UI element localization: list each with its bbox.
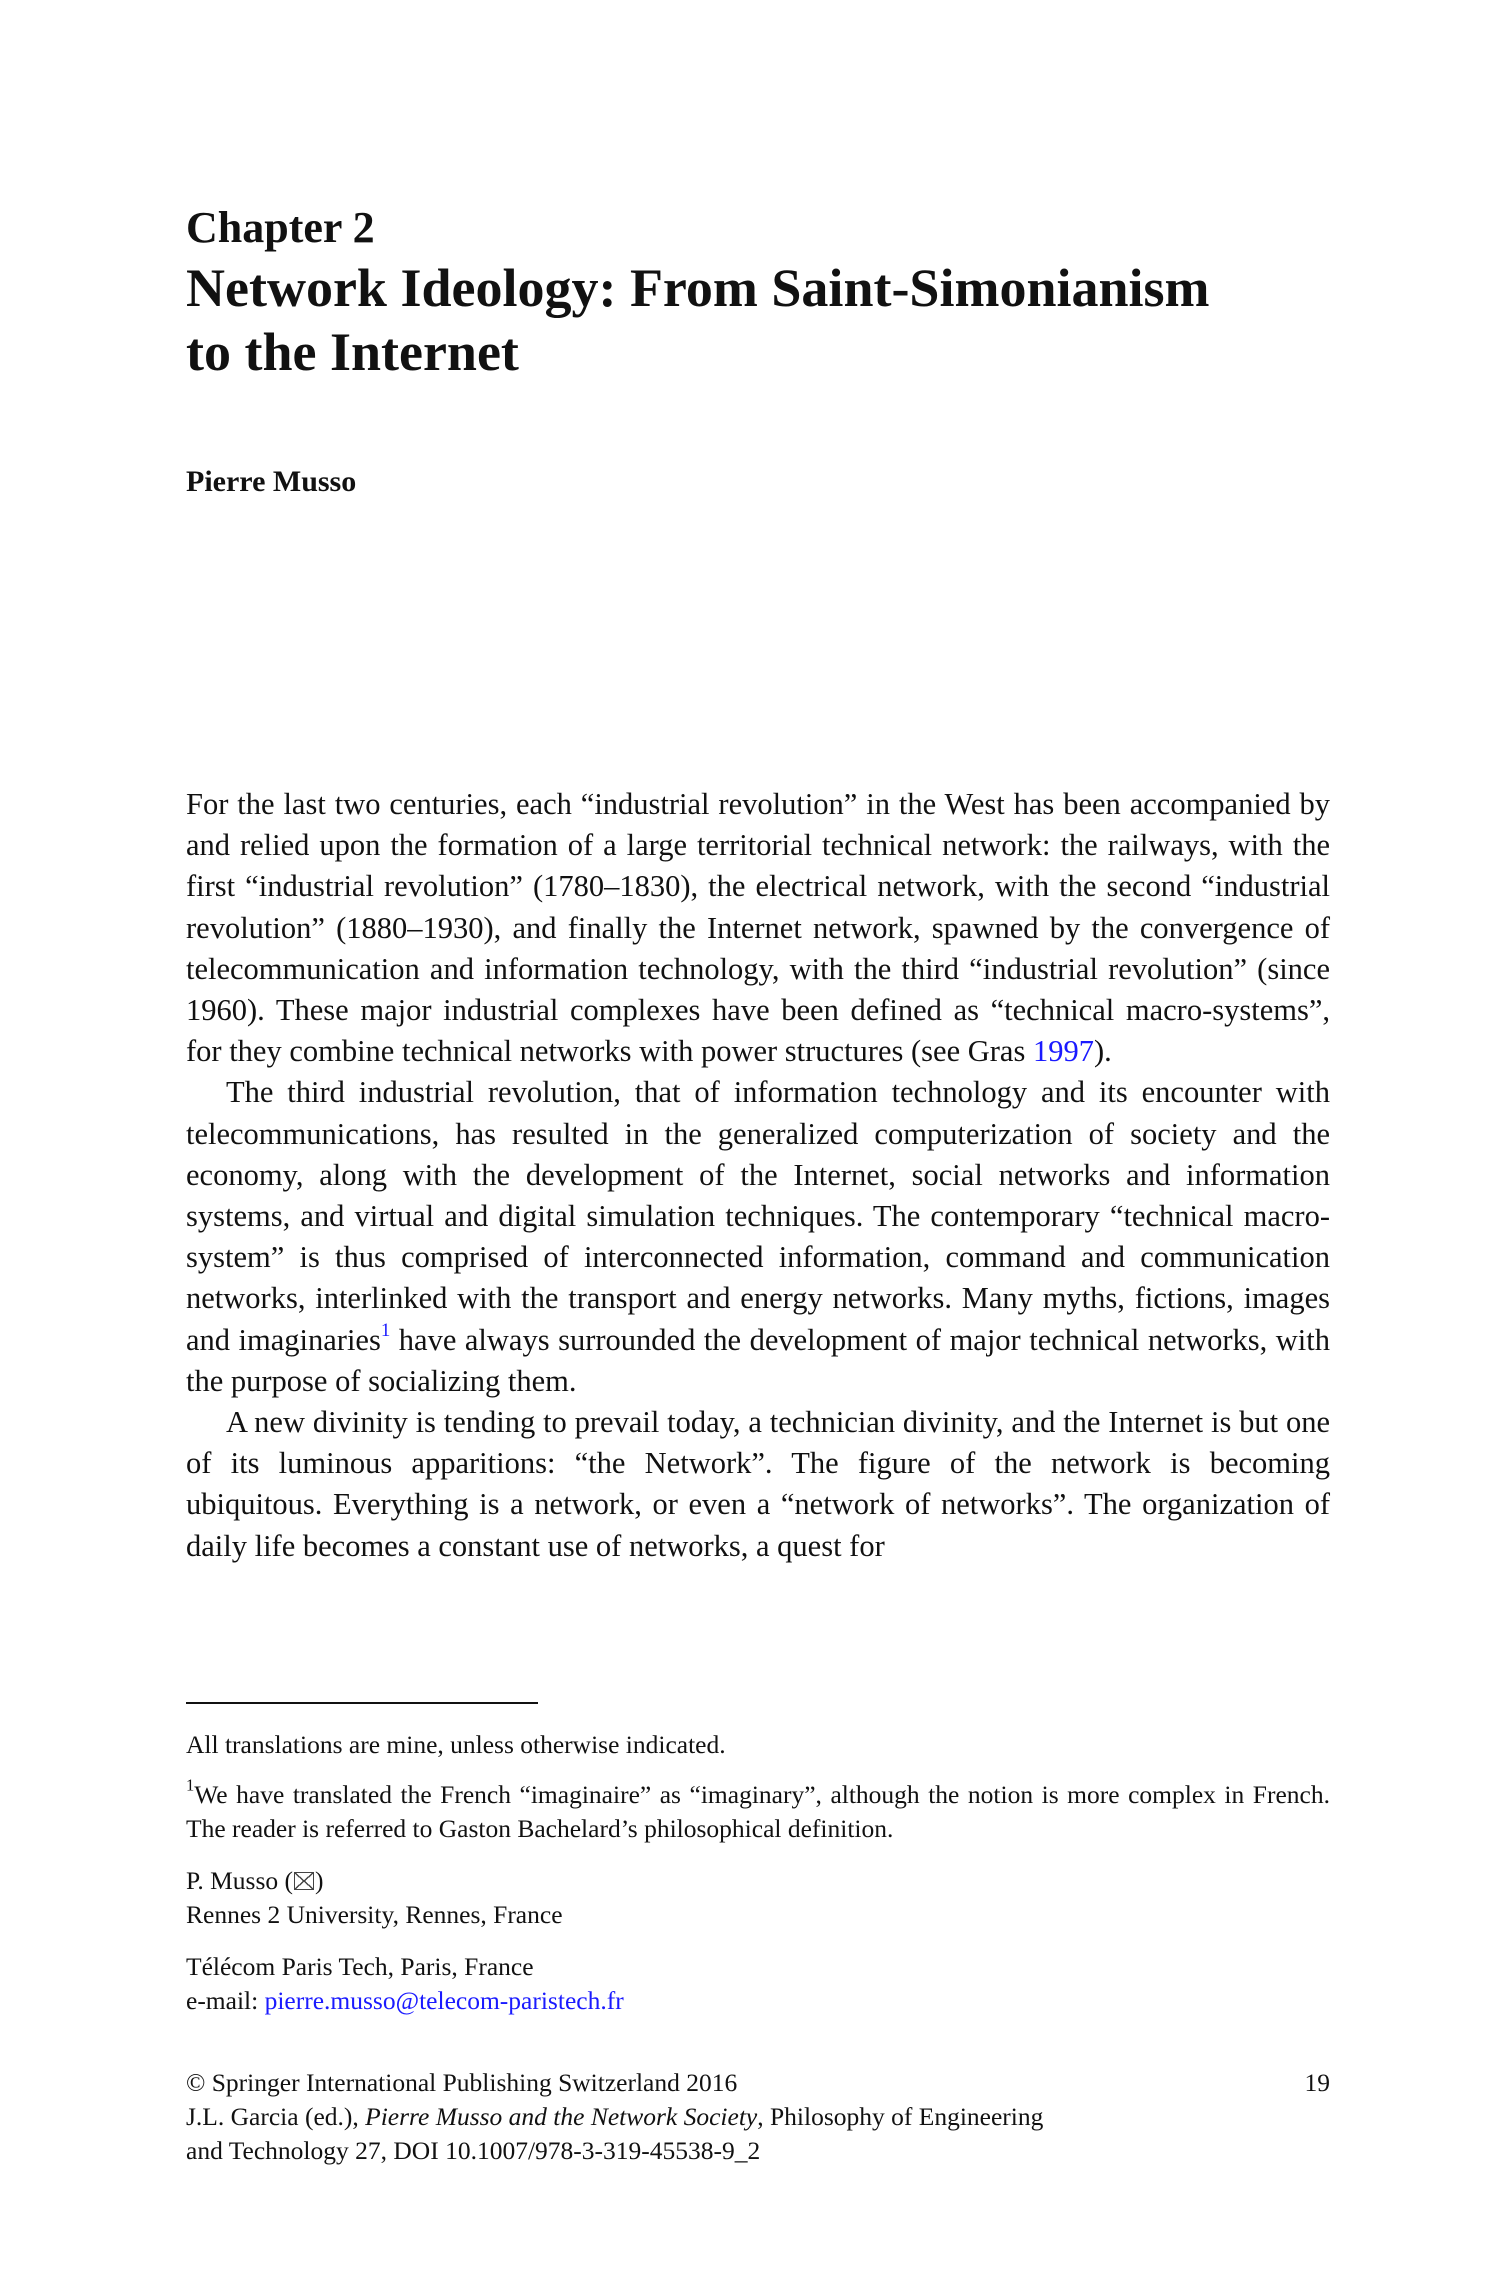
- footnote-ref-1[interactable]: 1: [380, 1319, 391, 1341]
- paragraph-1-tail: ).: [1093, 1034, 1112, 1069]
- publication-info: [186, 2066, 1330, 2168]
- email-label: e-mail:: [186, 1986, 265, 2015]
- paragraph-2-text: The third industrial revolution, that of information technology and its encounter with telecommunications, has resulted in the generalized computerization of society and the economy, along with the development of the Internet, social networks and information systems, and virtual and digital simulation techniques. The contemporary “technical macro-system” is thus comprised of interconnected information, command and communication networks, interlinked with the transport and energy networks. Many myths, fictions, images and imaginaries: [186, 1075, 1330, 1357]
- author-affiliation-2: [186, 1950, 624, 2018]
- paragraph-3: A new divinity is tending to prevail today, a technician divinity, and the Internet is but one of its luminous apparitions: “the Network”. The figure of the network is becoming ubiquitous. Everything is a network, or even a “network of networks”. The organization of daily life becomes a constant use of networks, a quest for: [186, 1405, 1330, 1563]
- paragraph-2: [186, 1072, 1330, 1402]
- paragraph-1-text: For the last two centuries, each “industrial revolution” in the West has been accompanied by and relied upon the formation of a large territorial technical network: the railways, with the first “industrial revolution” (1780–1830), the electrical network, with the second “industrial revolution” (1880–1930), and finally the Internet network, spawned by the convergence of telecommunication and information technology, with the third “industrial revolution” (since 1960). These major industrial complexes have been defined as “technical macro-systems”, for they combine technical networks with power structures (see Gras: [186, 787, 1330, 1069]
- email-link[interactable]: pierre.musso@telecom-paristech.fr: [264, 1986, 624, 2015]
- paragraph-2-tail: have always surrounded the development of major technical networks, with the purpose of socializing them.: [186, 1322, 1330, 1398]
- email-line: [186, 1984, 624, 2018]
- body-text: [186, 784, 1330, 1567]
- citation-line-1: J.L. Garcia (ed.), Pierre Musso and the Network Society, Philosophy of Engineering: [186, 2102, 1044, 2131]
- envelope-icon: [294, 1872, 314, 1890]
- chapter-label: Chapter 2: [186, 203, 375, 252]
- book-title: Pierre Musso and the Network Society: [365, 2102, 758, 2131]
- footnote-separator: [186, 1702, 538, 1704]
- page-number: 19: [1304, 2068, 1330, 2097]
- paragraph-1: [186, 784, 1330, 1072]
- footnote-translations: All translations are mine, unless otherwise indicated.: [186, 1730, 726, 1759]
- chapter-title-line-2: to the Internet: [186, 322, 519, 382]
- chapter-title-line-1: Network Ideology: From Saint-Simonianism: [186, 258, 1210, 318]
- footnote-1: [186, 1775, 1330, 1846]
- footnote-1-number: 1: [186, 1775, 195, 1795]
- copyright-line: © Springer International Publishing Switzerland 2016: [186, 2068, 738, 2097]
- institution-telecom: Télécom Paris Tech, Paris, France: [186, 1952, 534, 1981]
- author-name: Pierre Musso: [186, 465, 357, 498]
- citation-link-gras-1997[interactable]: 1997: [1032, 1034, 1094, 1069]
- citation-line-2: and Technology 27, DOI 10.1007/978-3-319-45538-9_2: [186, 2136, 761, 2165]
- footnote-1-text: We have translated the French “imaginaire” as “imaginary”, although the notion is more complex in French. The reader is referred to Gaston Bachelard’s philosophical definition.: [186, 1780, 1330, 1843]
- author-contact: P. Musso ( ): [186, 1866, 324, 1895]
- author-affiliation-1: [186, 1864, 563, 1932]
- institution-rennes: Rennes 2 University, Rennes, France: [186, 1900, 563, 1929]
- chapter-title: [186, 256, 1336, 384]
